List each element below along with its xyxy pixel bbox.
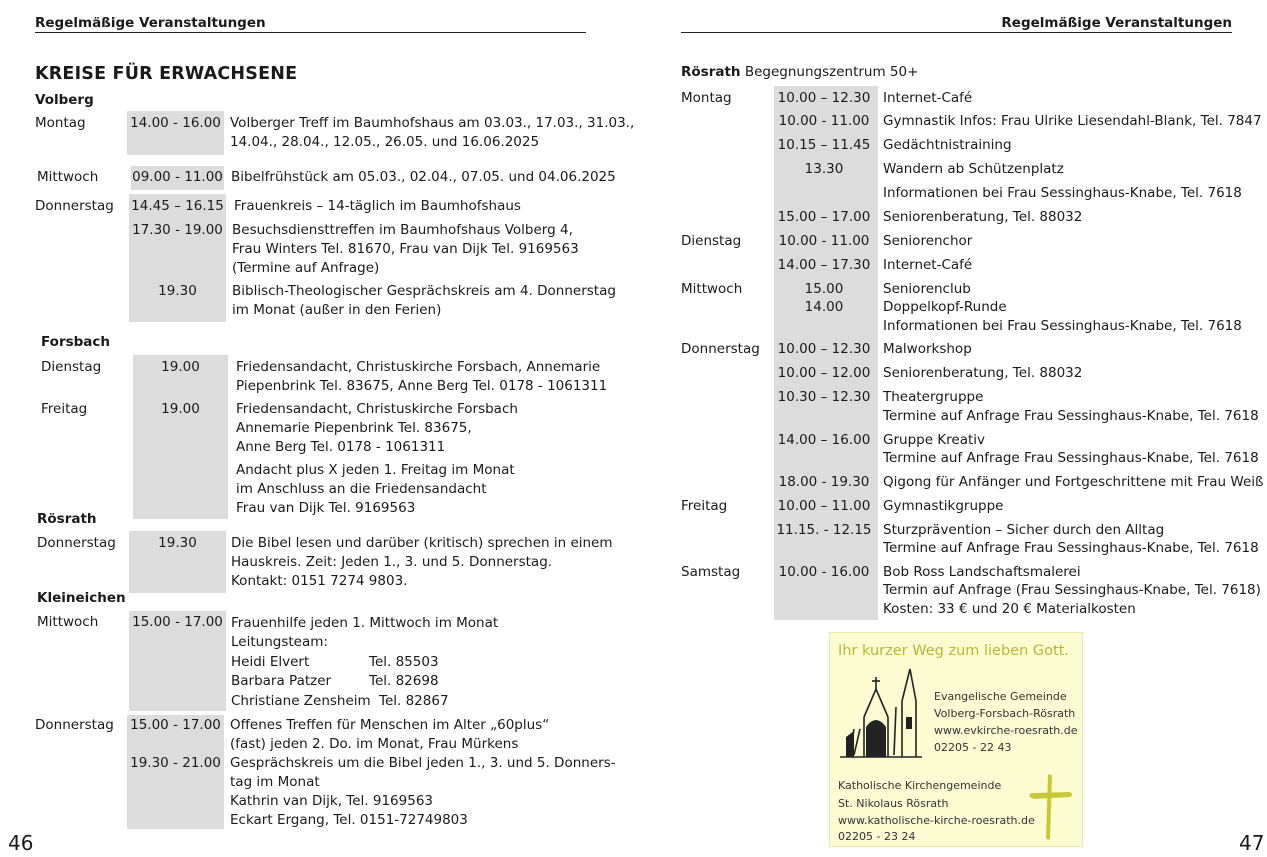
section-heading-roesrath: Rösrath — [37, 511, 97, 527]
event-time: 14.00 — [804, 299, 844, 315]
day-label: Donnerstag — [35, 198, 114, 214]
event-time: 14.00 – 16.00 — [777, 432, 871, 448]
section-heading-kleineichen: Kleineichen — [37, 590, 126, 606]
church-advertisement — [829, 632, 1083, 847]
ad-ev-line: Evangelische Gemeinde — [934, 690, 1067, 703]
day-label: Freitag — [41, 401, 88, 417]
event-text: Doppelkopf-Runde — [883, 299, 1007, 315]
day-label: Mittwoch — [37, 169, 99, 185]
event-text: Qigong für Anfänger und Fortgeschrittene mit Frau Weiß — [883, 474, 1264, 490]
day-label: Donnerstag — [37, 535, 116, 551]
ad-kath-line: St. Nikolaus Rösrath — [838, 797, 949, 810]
event-text: Gymnastik Infos: Frau Ulrike Liesendahl-Blank, Tel. 7847 — [883, 113, 1262, 129]
event-text: Eckart Ergang, Tel. 0151-72749803 — [230, 812, 468, 828]
event-text: Frauenhilfe jeden 1. Mittwoch im Monat — [231, 615, 499, 631]
contact-name: Heidi Elvert — [231, 654, 310, 670]
event-time: 19.30 — [158, 535, 197, 551]
event-text: Biblisch-Theologischer Gesprächskreis am 4. Donnerstag — [232, 283, 616, 299]
left-header-rule — [35, 32, 586, 33]
cross-icon — [1026, 771, 1076, 843]
event-text: Gedächtnistraining — [883, 137, 1012, 153]
event-text: Friedensandacht, Christuskirche Forsbach, Annemarie — [236, 359, 601, 375]
event-text: Friedensandacht, Christuskirche Forsbach — [236, 401, 518, 417]
ad-ev-line: 02205 - 22 43 — [934, 741, 1012, 754]
event-time: 15.00 – 17.00 — [777, 209, 871, 225]
event-text: Seniorenchor — [883, 233, 973, 249]
contact-phone: Tel. 82867 — [379, 693, 449, 709]
event-time: 19.00 — [161, 359, 200, 375]
event-time: 15.00 — [804, 281, 844, 297]
day-label: Mittwoch — [681, 281, 743, 297]
event-text: 14.04., 28.04., 12.05., 26.05. und 16.06.2025 — [230, 134, 540, 150]
event-text: Andacht plus X jeden 1. Freitag im Monat — [236, 462, 515, 478]
event-time: 09.00 - 11.00 — [132, 169, 223, 185]
location-heading — [681, 63, 918, 82]
event-text: Termine auf Anfrage Frau Sessinghaus-Knabe, Tel. 7618 — [883, 408, 1259, 424]
event-text: Seniorenberatung, Tel. 88032 — [883, 209, 1083, 225]
contact-phone: Tel. 82698 — [369, 673, 439, 689]
event-time: 15.00 - 17.00 — [132, 614, 223, 630]
event-text: Internet-Café — [883, 257, 973, 273]
day-label: Mittwoch — [37, 614, 99, 630]
event-text: (fast) jeden 2. Do. im Monat, Frau Mürkens — [230, 736, 519, 752]
contact-name: Barbara Patzer — [231, 673, 332, 689]
page-number: 47 — [1239, 831, 1265, 855]
event-time: 19.30 — [158, 283, 197, 299]
section-heading-forsbach: Forsbach — [41, 334, 111, 350]
day-label: Dienstag — [681, 233, 742, 249]
day-label: Samstag — [681, 564, 741, 580]
event-time: 10.15 – 11.45 — [777, 137, 871, 153]
event-text: Gruppe Kreativ — [883, 432, 986, 448]
event-text: Piepenbrink Tel. 83675, Anne Berg Tel. 0178 - 1061311 — [236, 378, 608, 394]
event-time: 14.00 - 16.00 — [130, 115, 221, 131]
event-time: 19.00 — [161, 401, 200, 417]
event-text: Anne Berg Tel. 0178 - 1061311 — [236, 439, 446, 455]
event-time: 14.00 – 17.30 — [777, 257, 871, 273]
event-text: Offenes Treffen für Menschen im Alter „60plus“ — [230, 717, 550, 733]
event-time: 10.00 - 11.00 — [778, 233, 870, 249]
event-text: im Anschluss an die Friedensandacht — [236, 481, 487, 497]
event-text: Malworkshop — [883, 341, 972, 357]
event-text: Hauskreis. Zeit: Jeden 1., 3. und 5. Donnerstag. — [231, 554, 553, 570]
event-text: Seniorenclub — [883, 281, 971, 297]
contact-name: Christiane Zensheim — [231, 693, 371, 709]
event-time: 13.30 — [804, 161, 844, 177]
event-text: Theatergruppe — [883, 389, 984, 405]
event-text: Internet-Café — [883, 90, 973, 106]
location-name: Rösrath — [681, 64, 741, 80]
event-time: 19.30 - 21.00 — [130, 755, 221, 771]
event-text: Kathrin van Dijk, Tel. 9169563 — [230, 793, 434, 809]
section-heading-volberg: Volberg — [35, 92, 94, 108]
event-text: Bob Ross Landschaftsmalerei — [883, 564, 1081, 580]
event-time: 15.00 - 17.00 — [130, 717, 221, 733]
day-label: Freitag — [681, 498, 728, 514]
event-time: 18.00 - 19.30 — [778, 474, 870, 490]
event-text: Leitungsteam: — [231, 634, 328, 650]
event-text: Annemarie Piepenbrink Tel. 83675, — [236, 420, 472, 436]
event-time: 11.15. - 12.15 — [776, 522, 872, 538]
event-time: 10.00 - 11.00 — [778, 113, 870, 129]
event-text: (Termine auf Anfrage) — [232, 260, 380, 276]
time-column-bar — [133, 355, 228, 519]
event-text: Die Bibel lesen und darüber (kritisch) sprechen in einem — [231, 535, 613, 551]
event-time: 10.00 – 12.30 — [777, 341, 871, 357]
event-text: Informationen bei Frau Sessinghaus-Knabe, Tel. 7618 — [883, 185, 1242, 201]
event-text: Informationen bei Frau Sessinghaus-Knabe, Tel. 7618 — [883, 318, 1242, 334]
event-text: Frauenkreis – 14-täglich im Baumhofshaus — [234, 198, 521, 214]
day-label: Dienstag — [41, 359, 102, 375]
event-text: Wandern ab Schützenplatz — [883, 161, 1064, 177]
day-label: Montag — [681, 90, 732, 106]
page-title: KREISE FÜR ERWACHSENE — [35, 64, 298, 84]
day-label: Montag — [35, 115, 86, 131]
day-label: Donnerstag — [35, 717, 114, 733]
event-text: Termine auf Anfrage Frau Sessinghaus-Knabe, Tel. 7618 — [883, 540, 1259, 556]
day-label: Donnerstag — [681, 341, 760, 357]
event-text: Besuchsdiensttreffen im Baumhofshaus Volberg 4, — [232, 222, 573, 238]
left-running-header: Regelmäßige Veranstaltungen — [35, 15, 266, 31]
event-text: Gymnastikgruppe — [883, 498, 1004, 514]
page-number: 46 — [8, 831, 34, 855]
event-time: 10.00 – 11.00 — [777, 498, 871, 514]
right-header-rule — [681, 32, 1232, 33]
contact-phone: Tel. 85503 — [369, 654, 439, 670]
location-detail: Begegnungszentrum 50+ — [740, 64, 919, 80]
ad-kath-line: Katholische Kirchengemeinde — [838, 779, 1002, 792]
event-text: Kosten: 33 € und 20 € Materialkosten — [883, 601, 1136, 617]
church-icon — [836, 667, 926, 759]
ad-kath-line: www.katholische-kirche-roesrath.de — [838, 814, 1035, 827]
event-text: Sturzprävention – Sicher durch den Alltag — [883, 522, 1165, 538]
event-time: 14.45 – 16.15 — [131, 198, 224, 214]
event-time: 10.00 - 16.00 — [778, 564, 870, 580]
event-text: Frau van Dijk Tel. 9169563 — [236, 500, 416, 516]
event-text: Seniorenberatung, Tel. 88032 — [883, 365, 1083, 381]
event-text: Bibelfrühstück am 05.03., 02.04., 07.05. und 04.06.2025 — [231, 169, 616, 185]
event-text: Gesprächskreis um die Bibel jeden 1., 3. und 5. Donners- — [230, 755, 616, 771]
right-running-header: Regelmäßige Veranstaltungen — [1001, 15, 1232, 31]
event-time: 17.30 - 19.00 — [132, 222, 223, 238]
event-text: Volberger Treff im Baumhofshaus am 03.03., 17.03., 31.03., — [230, 115, 635, 131]
event-text: Termine auf Anfrage Frau Sessinghaus-Knabe, Tel. 7618 — [883, 450, 1259, 466]
event-text: tag im Monat — [230, 774, 320, 790]
ad-ev-line: Volberg-Forsbach-Rösrath — [934, 707, 1076, 720]
event-text: Frau Winters Tel. 81670, Frau van Dijk Tel. 9169563 — [232, 241, 579, 257]
ad-kath-line: 02205 - 23 24 — [838, 830, 916, 843]
ad-ev-line: www.evkirche-roesrath.de — [934, 724, 1078, 737]
ad-slogan: Ihr kurzer Weg zum lieben Gott. — [838, 643, 1069, 659]
event-time: 10.00 – 12.30 — [777, 90, 871, 106]
event-text: im Monat (außer in den Ferien) — [232, 302, 442, 318]
event-text: Kontakt: 0151 7274 9803. — [231, 573, 408, 589]
event-text: Termin auf Anfrage (Frau Sessinghaus-Knabe, Tel. 7618) — [883, 582, 1261, 598]
event-time: 10.30 – 12.30 — [777, 389, 871, 405]
event-time: 10.00 – 12.00 — [777, 365, 871, 381]
